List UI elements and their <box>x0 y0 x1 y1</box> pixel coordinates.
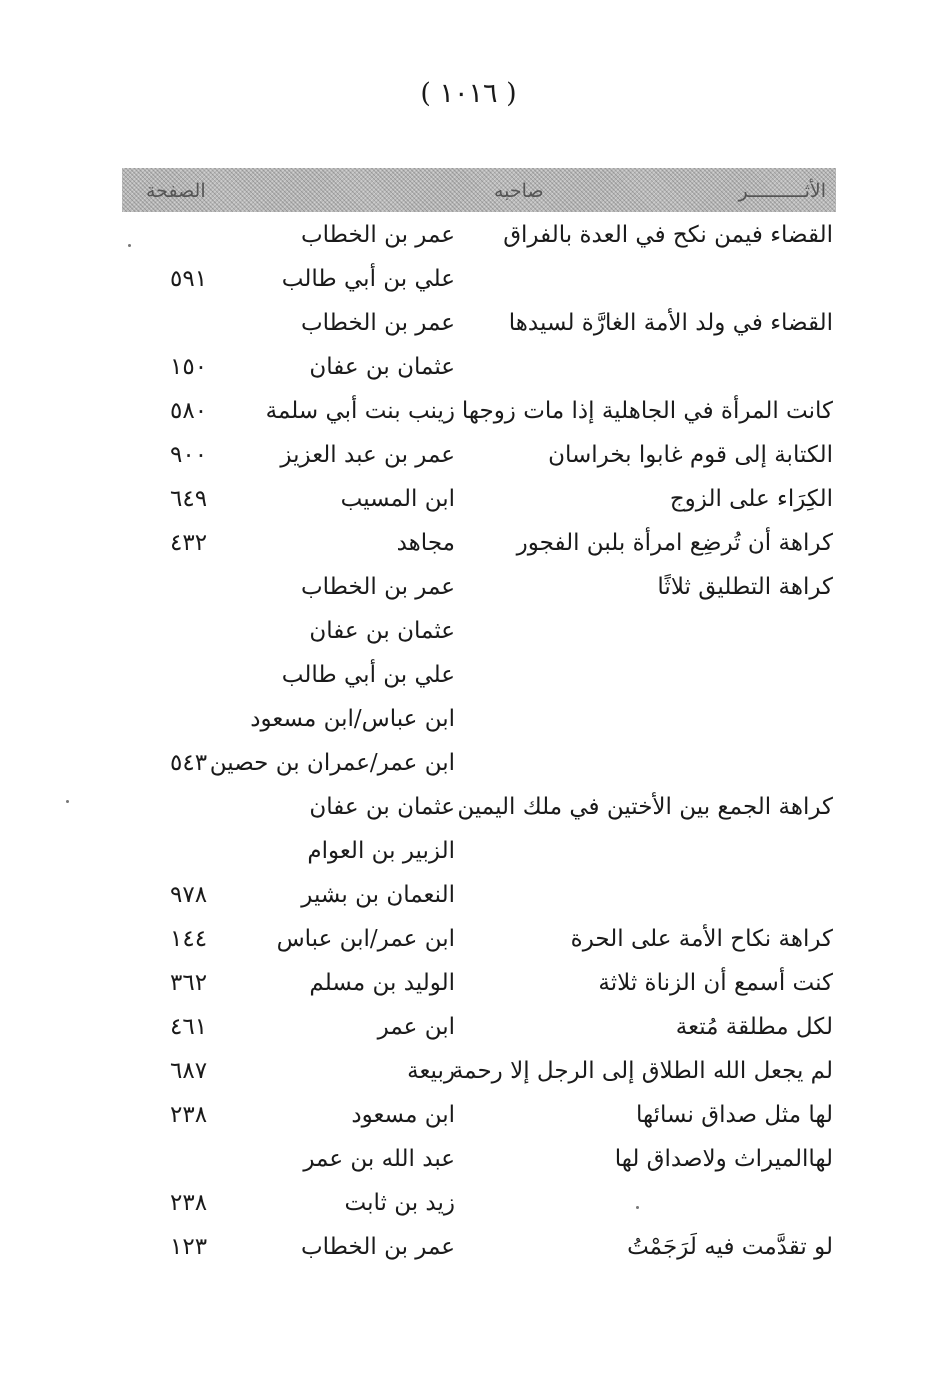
athar-text: لكل مطلقة مُتعة <box>675 1014 833 1040</box>
table-row <box>0 1014 937 1054</box>
header-page: الصفحة <box>146 180 206 202</box>
table-row <box>0 662 937 702</box>
header-athar: الأثــــــــــر <box>738 180 826 202</box>
table-row <box>0 354 937 394</box>
sahib-text: النعمان بن بشير <box>301 882 455 908</box>
header-sahib: صاحبه <box>494 180 544 202</box>
table-row <box>0 574 937 614</box>
page-ref: ٦٤٩ <box>170 486 208 512</box>
table-row <box>0 1190 937 1230</box>
page-ref: ٦٨٧ <box>170 1058 208 1084</box>
athar-text: كراهة التطليق ثلاثًا <box>657 574 833 600</box>
athar-text: كانت المرأة في الجاهلية إذا مات زوجها <box>461 398 833 424</box>
athar-text: لهاالميراث ولاصداق لها <box>614 1146 833 1172</box>
table-row <box>0 1146 937 1186</box>
athar-text: لها مثل صداق نسائها <box>635 1102 833 1128</box>
sahib-text: ابن عمر/ابن عباس <box>276 926 455 952</box>
table-row <box>0 442 937 482</box>
table-row <box>0 838 937 878</box>
page-ref: ٥٩١ <box>170 266 208 292</box>
athar-text: كراهة نكاح الأمة على الحرة <box>570 926 833 952</box>
scan-speck <box>636 1206 639 1209</box>
table-row <box>0 266 937 306</box>
table-row <box>0 486 937 526</box>
sahib-text: عبد الله بن عمر <box>303 1146 455 1172</box>
sahib-text: ابن مسعود <box>351 1102 455 1128</box>
athar-text: القضاء فيمن نكح في العدة بالفراق <box>503 222 833 248</box>
page-ref: ٤٣٢ <box>170 530 208 556</box>
page-ref: ٥٨٠ <box>170 398 208 424</box>
table-row <box>0 794 937 834</box>
table-row <box>0 706 937 746</box>
table-row <box>0 1058 937 1098</box>
sahib-text: الوليد بن مسلم <box>309 970 455 996</box>
table-row <box>0 926 937 966</box>
table-row <box>0 398 937 438</box>
sahib-text: عثمان بن عفان <box>309 618 455 644</box>
page-ref: ٤٦١ <box>170 1014 208 1040</box>
page-ref: ٢٣٨ <box>170 1190 208 1216</box>
table-row <box>0 618 937 658</box>
page-ref: ١٤٤ <box>170 926 208 952</box>
table-row <box>0 750 937 790</box>
page-ref: ١٢٣ <box>170 1234 208 1260</box>
page-ref: ٩٧٨ <box>170 882 208 908</box>
table-row <box>0 1234 937 1274</box>
sahib-text: زينب بنت أبي سلمة <box>265 398 455 424</box>
table-row <box>0 1102 937 1142</box>
sahib-text: الزبير بن العوام <box>307 838 455 864</box>
athar-text: القضاء في ولد الأمة الغارَّة لسيدها <box>508 310 833 336</box>
scan-speck <box>66 800 69 803</box>
sahib-text: عمر بن عبد العزيز <box>280 442 455 468</box>
scan-speck <box>128 244 131 247</box>
athar-text: لو تقدَّمت فيه لَرَجَمْتُ <box>627 1234 833 1260</box>
sahib-text: علي بن أبي طالب <box>281 266 455 292</box>
athar-text: الكتابة إلى قوم غابوا بخراسان <box>548 442 833 468</box>
sahib-text: مجاهد <box>396 530 455 556</box>
sahib-text: عثمان بن عفان <box>309 354 455 380</box>
sahib-text: عمر بن الخطاب <box>300 310 455 336</box>
sahib-text: ابن المسيب <box>340 486 455 512</box>
table-header <box>122 168 836 212</box>
page-ref: ٣٦٢ <box>170 970 208 996</box>
athar-text: الكِرَاء على الزوج <box>669 486 833 512</box>
page-number: ( ١٠١٦ ) <box>420 78 517 109</box>
sahib-text: ربيعة <box>407 1058 455 1084</box>
sahib-text: عثمان بن عفان <box>309 794 455 820</box>
sahib-text: ابن عباس/ابن مسعود <box>250 706 455 732</box>
sahib-text: علي بن أبي طالب <box>281 662 455 688</box>
athar-text: لم يجعل الله الطلاق إلى الرجل إلا رحمة <box>451 1058 833 1084</box>
page-ref: ٩٠٠ <box>170 442 208 468</box>
sahib-text: ابن عمر/عمران بن حصين <box>209 750 455 776</box>
sahib-text: عمر بن الخطاب <box>300 222 455 248</box>
table-row <box>0 530 937 570</box>
table-row <box>0 310 937 350</box>
sahib-text: زيد بن ثابت <box>344 1190 455 1216</box>
table-row <box>0 970 937 1010</box>
sahib-text: ابن عمر <box>377 1014 455 1040</box>
sahib-text: عمر بن الخطاب <box>300 574 455 600</box>
athar-text: كراهة الجمع بين الأختين في ملك اليمين <box>457 794 833 820</box>
table-row <box>0 222 937 262</box>
page-ref: ٢٣٨ <box>170 1102 208 1128</box>
page-ref: ١٥٠ <box>170 354 208 380</box>
table-row <box>0 882 937 922</box>
sahib-text: عمر بن الخطاب <box>300 1234 455 1260</box>
athar-text: كراهة أن تُرضِع امرأة بلبن الفجور <box>516 530 833 556</box>
page-ref: ٥٤٣ <box>170 750 208 776</box>
athar-text: كنت أسمع أن الزناة ثلاثة <box>598 970 833 996</box>
